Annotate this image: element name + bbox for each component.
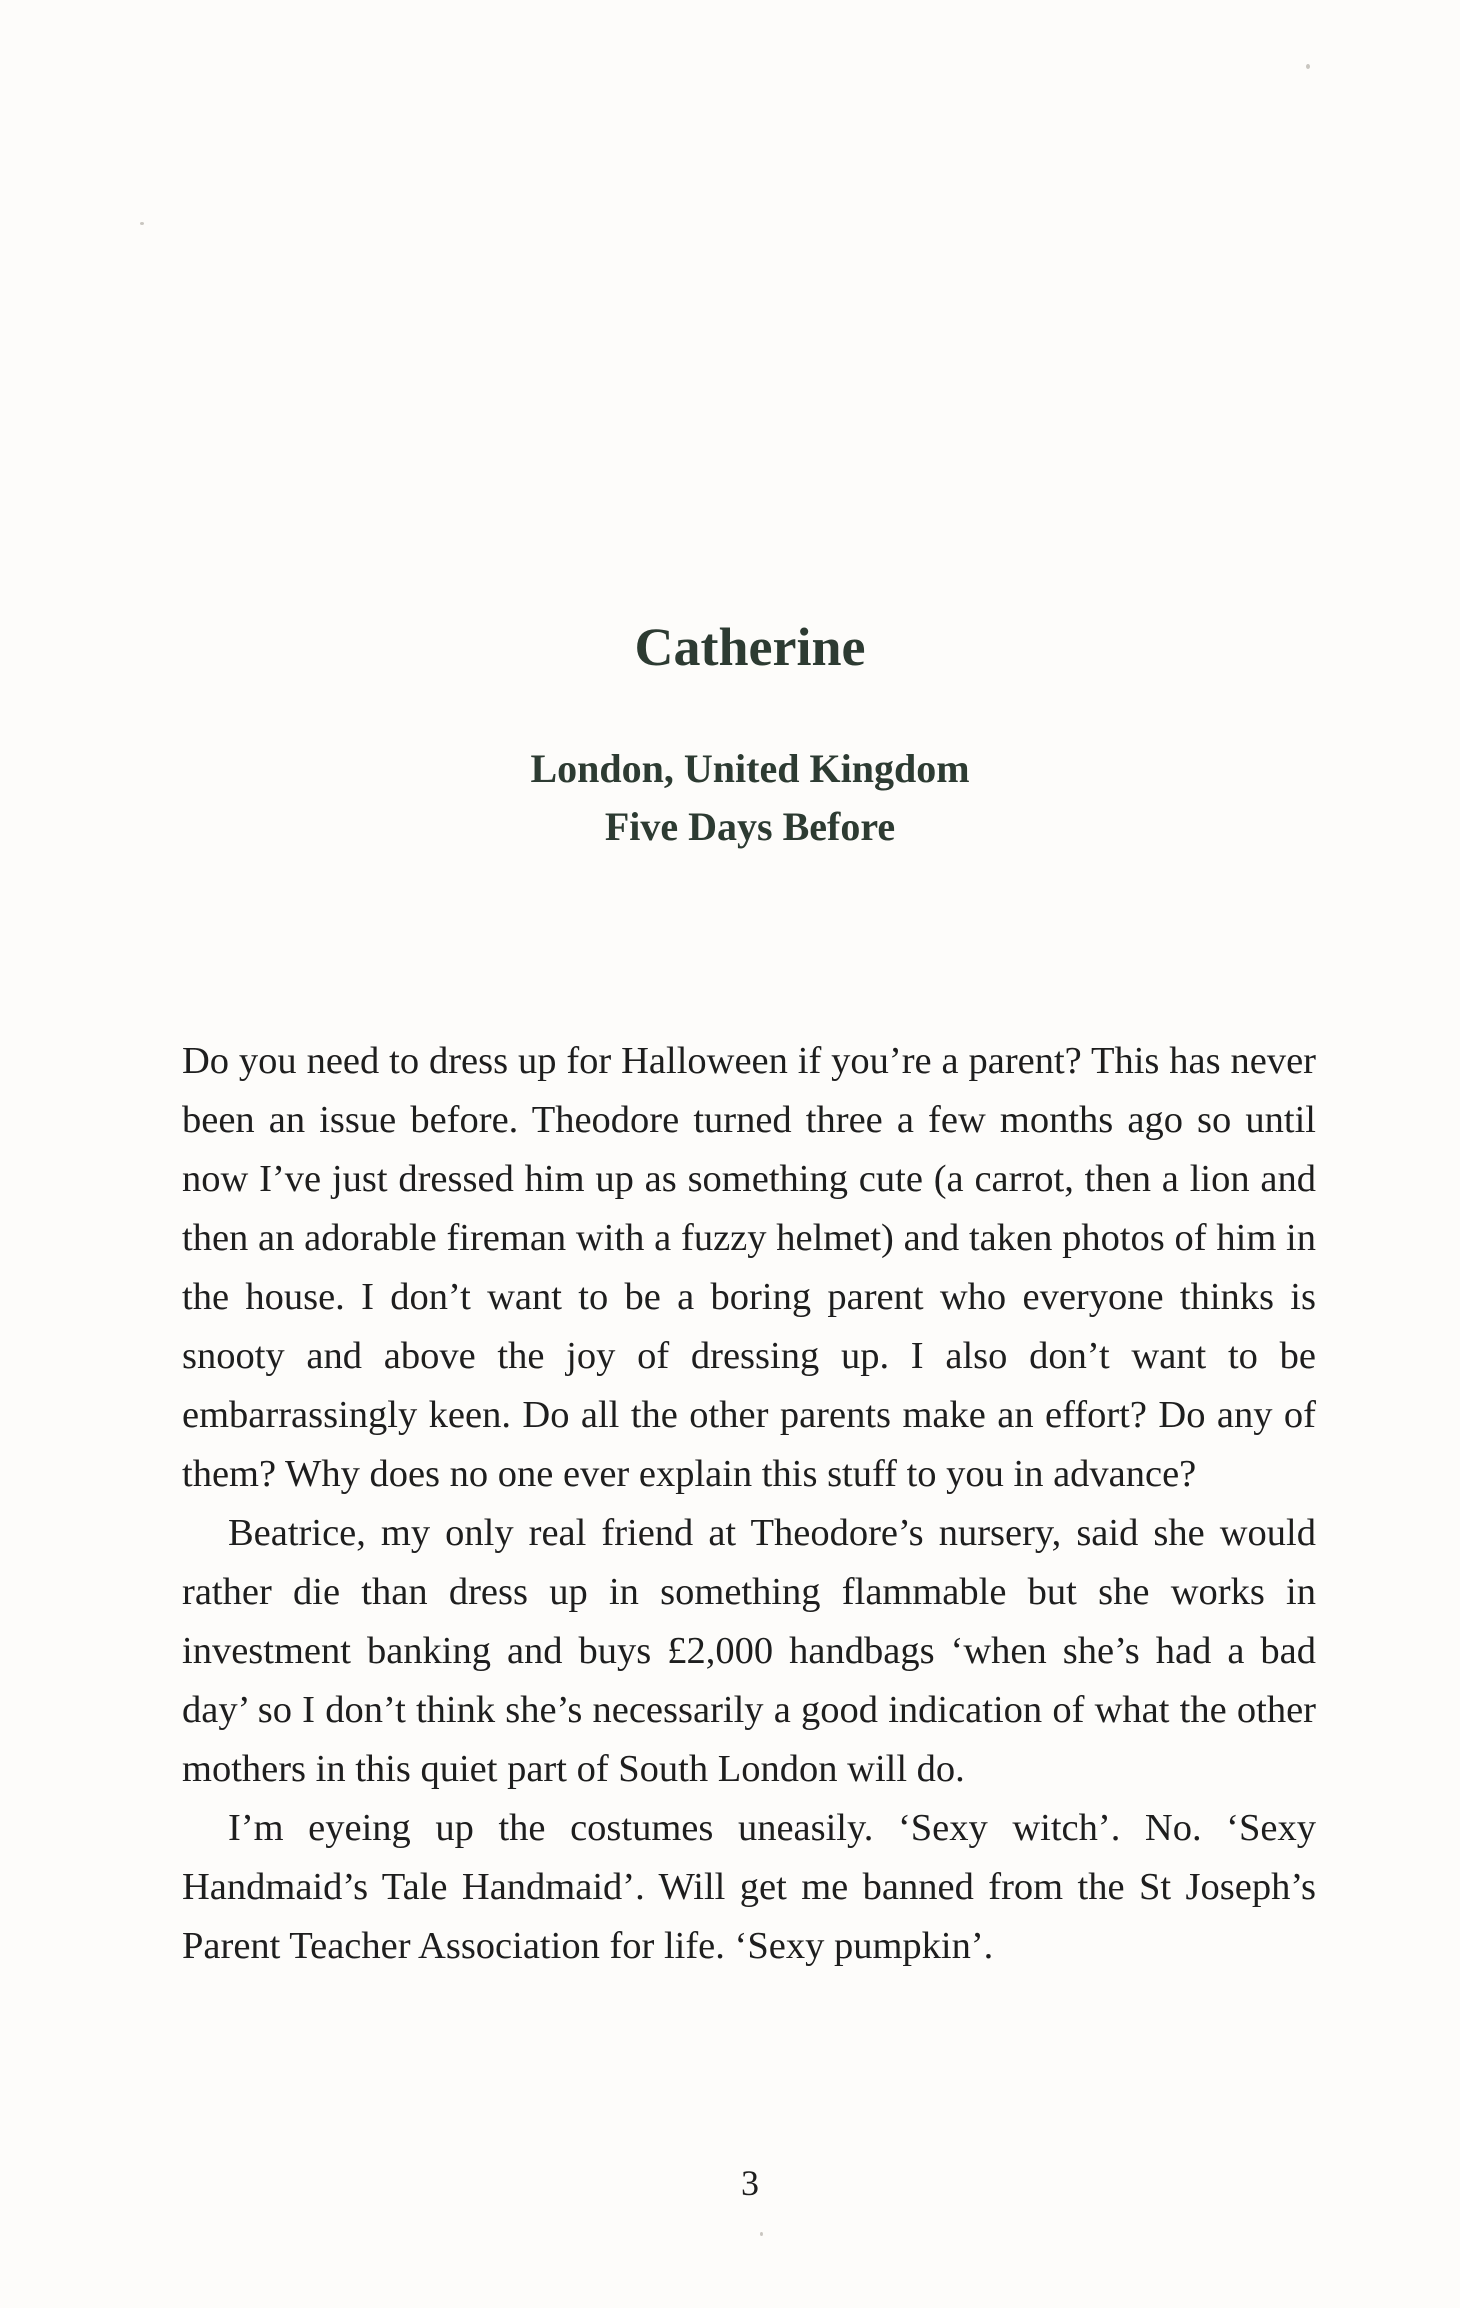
- paper-speck: [140, 222, 144, 225]
- paragraph: Beatrice, my only real friend at Theodore’s nursery, said she would rather die than dress up in something flammable but she works in investment banking and buys £2,000 handbags ‘when she’s had a bad day’ so I don’t think she’s necessarily a good indication of what the other mothers in this quiet part of South London will do.: [182, 1512, 1316, 1790]
- paper-speck: [1306, 64, 1310, 69]
- paragraph: I’m eyeing up the costumes uneasily. ‘Sexy witch’. No. ‘Sexy Handmaid’s Tale Handmaid’. Will get me banned from the St Joseph’s Parent Teacher Association for life. ‘Sexy pumpkin’.: [182, 1807, 1316, 1967]
- paper-speck: [760, 2232, 763, 2236]
- time-line: Five Days Before: [604, 804, 896, 849]
- body-text: [182, 1032, 1316, 1976]
- paragraph: Do you need to dress up for Halloween if you’re a parent? This has never been an issue before. Theodore turned three a few months ago so until now I’ve just dressed him up as something cute (a carrot, then a lion and then an adorable fireman with a fuzzy helmet) and taken photos of him in the house. I don’t want to be a boring parent who everyone thinks is snooty and above the joy of dressing up. I also don’t want to be embarrassingly keen. Do all the other parents make an effort? Do any of them? Why does no one ever explain this stuff to you in advance?: [182, 1040, 1316, 1495]
- chapter-title: Catherine: [634, 617, 866, 677]
- location-line: London, United Kingdom: [530, 746, 970, 791]
- page-number: 3: [741, 2163, 759, 2203]
- chapter-subheading: [0, 740, 1460, 856]
